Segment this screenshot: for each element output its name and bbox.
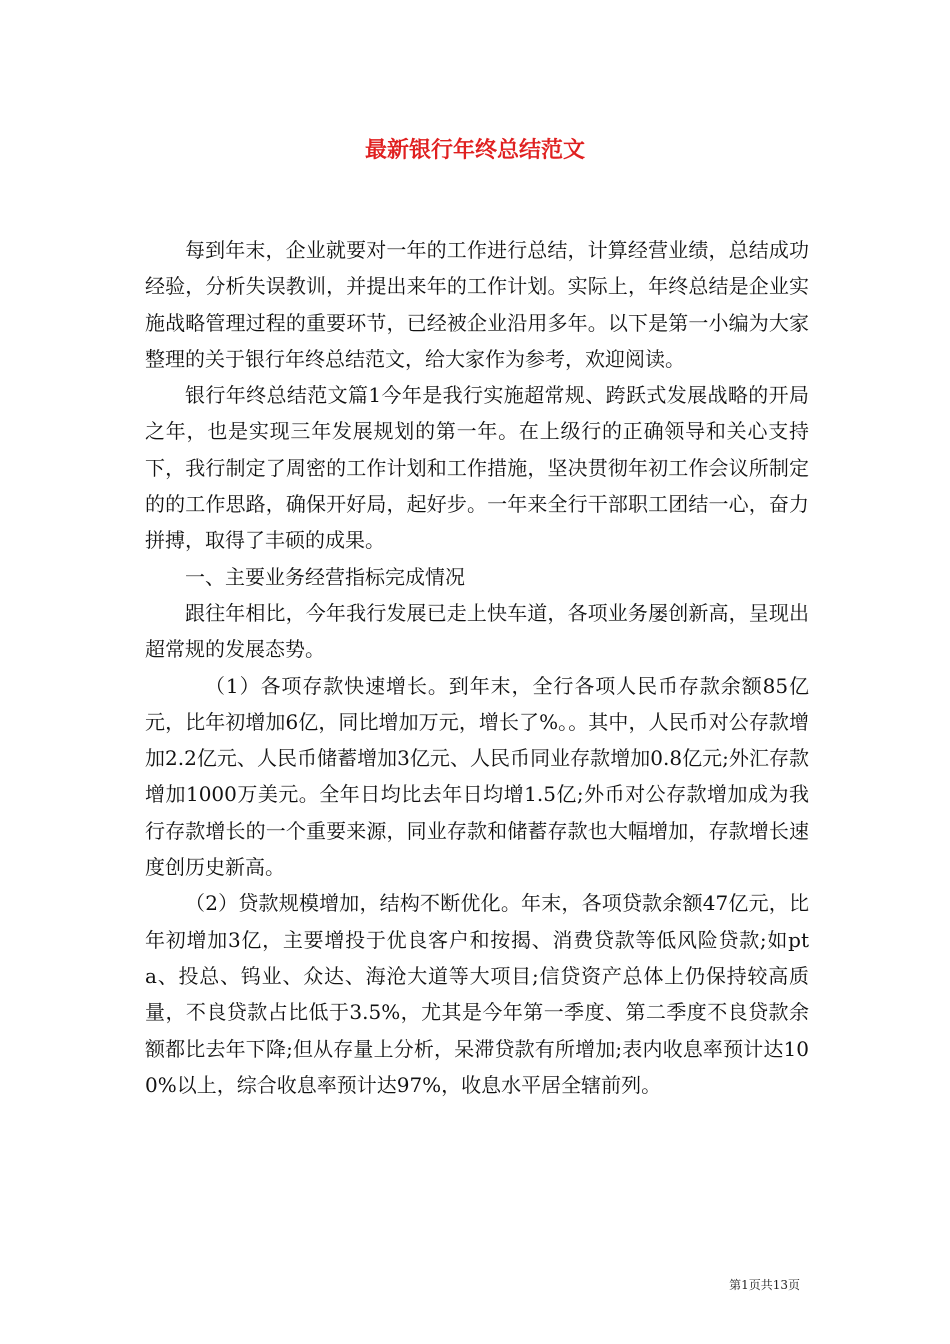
overview-paragraph: 跟往年相比，今年我行发展已走上快车道，各项业务屡创新高，呈现出超常规的发展态势。	[145, 600, 809, 662]
section-heading: 一、主要业务经营指标完成情况	[185, 564, 465, 589]
deposits-paragraph: （1）各项存款快速增长。到年末，全行各项人民币存款余额85亿元，比年初增加6亿，同比增加万元，增长了%。。其中，人民币对公存款增加2.2亿元、人民币储蓄增加3亿元、人民币同业存款增加0.8亿元;外汇存款增加1000万美元。全年日均比去年日均增1.5亿;外币对公存款增加成为我行存款增长的一个重要来源，同业存款和储蓄存款也大幅增加，存款增长速度创历史新高。	[145, 673, 809, 880]
page-number-footer: 第1页共13页	[729, 1278, 800, 1292]
intro-paragraph: 每到年末，企业就要对一年的工作进行总结，计算经营业绩，总结成功经验，分析失误教训，并提出来年的工作计划。实际上，年终总结是企业实施战略管理过程的重要环节，已经被企业沿用多年。以下是第一小编为大家整理的关于银行年终总结范文，给大家作为参考，欢迎阅读。	[145, 238, 809, 371]
document-body	[145, 232, 809, 1103]
loans-paragraph: （2）贷款规模增加，结构不断优化。年末，各项贷款余额47亿元，比年初增加3亿，主要增投于优良客户和按揭、消费贷款等低风险贷款;如pta、投总、钨业、众达、海沧大道等大项目;信贷资产总体上仍保持较高质量，不良贷款占比低于3.5%，尤其是今年第一季度、第二季度不良贷款余额都比去年下降;但从存量上分析，呆滞贷款有所增加;表内收息率预计达100%以上，综合收息率预计达97%，收息水平居全辖前列。	[145, 891, 809, 1097]
section-intro-paragraph: 银行年终总结范文篇1今年是我行实施超常规、跨跃式发展战略的开局之年，也是实现三年发展规划的第一年。在上级行的正确领导和关心支持下，我行制定了周密的工作计划和工作措施，坚决贯彻年初工作会议所制定的的工作思路，确保开好局，起好步。一年来全行干部职工团结一心，奋力拼搏，取得了丰硕的成果。	[145, 383, 809, 553]
document-title: 最新银行年终总结范文	[364, 137, 585, 163]
